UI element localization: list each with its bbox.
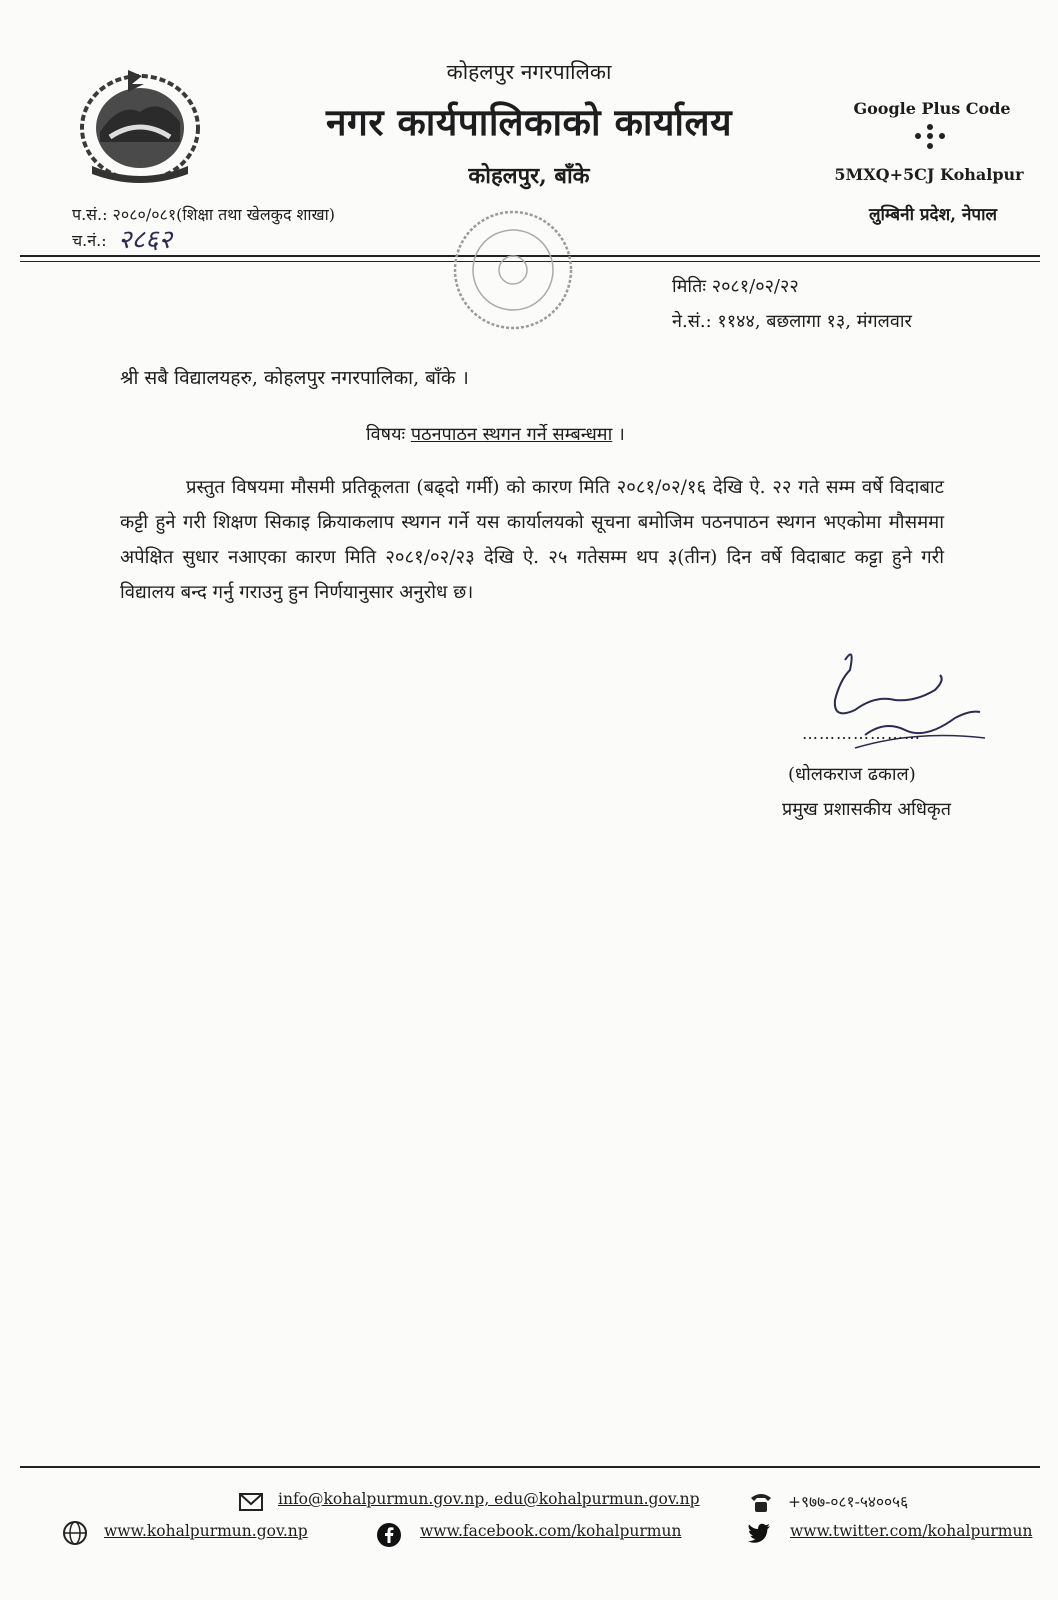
recipient: श्री सबै विद्यालयहरु, कोहलपुर नगरपालिका, बाँके ।	[120, 367, 469, 389]
office-title: नगर कार्यपालिकाको कार्यालय	[325, 100, 733, 144]
province: लुम्बिनी प्रदेश, नेपाल	[868, 205, 998, 225]
subject-line	[366, 422, 625, 446]
footer-rule	[20, 1466, 1040, 1468]
signature-line: …………………	[802, 724, 921, 743]
office-stamp	[428, 200, 598, 350]
plus-code-dots-icon	[900, 124, 960, 156]
dispatch-label: च.नं.:	[72, 231, 107, 250]
subject-text: पठनपाठन स्थगन गर्ने सम्बन्धमा	[410, 424, 613, 445]
footer-email[interactable]: info@kohalpurmun.gov.np, edu@kohalpurmun.gov.np	[278, 1490, 700, 1508]
mail-icon	[238, 1489, 264, 1515]
plus-code: 5MXQ+5CJ Kohalpur	[834, 165, 1024, 184]
dispatch-number: २८६२	[118, 225, 173, 255]
office-location: कोहलपुर, बाँके	[468, 163, 590, 189]
facebook-icon	[376, 1522, 402, 1548]
handwritten-signature	[795, 640, 995, 770]
letter-body: प्रस्तुत विषयमा मौसमी प्रतिकूलता (बढ्दो गर्मी) को कारण मिति २०८१/०२/१६ देखि ऐ. २२ गते सम्म वर्षे विदाबाट कट्टी हुने गरी शिक्षण सिकाइ क्रियाकलाप स्थगन गर्ने यस कार्यालयको सूचना बमोजिम पठनपाठन स्थगन भएकोमा मौसममा अपेक्षित सुधार नआएका कारण मिति २०८१/०२/२३ देखि ऐ. २५ गतेसम्म थप ३(तीन) दिन वर्षे विदाबाट कट्टा हुने गरी विद्यालय बन्द गर्नु गराउनु हुन निर्णयानुसार अनुरोध छ।	[120, 477, 944, 603]
footer-twitter[interactable]: www.twitter.com/kohalpurmun	[790, 1522, 1033, 1540]
twitter-icon	[746, 1520, 772, 1546]
footer-website[interactable]: www.kohalpurmun.gov.np	[104, 1522, 308, 1540]
footer-facebook[interactable]: www.facebook.com/kohalpurmun	[420, 1522, 682, 1540]
subject-label: विषयः	[366, 424, 406, 445]
globe-icon	[62, 1520, 88, 1546]
phone-icon	[748, 1490, 774, 1516]
nepal-samvat-date: ने.सं.: ११४४, बछलागा १३, मंगलवार	[672, 311, 912, 332]
footer-phone[interactable]: +९७७-०८१-५४००५६	[788, 1493, 909, 1511]
letter-date: मितिः २०८१/०२/२२	[672, 276, 799, 297]
reference-number: प.सं.: २०८०/०८१(शिक्षा तथा खेलकुद शाखा)	[72, 205, 336, 224]
plus-code-title: Google Plus Code	[853, 99, 1011, 118]
subject-end: ।	[617, 424, 625, 445]
signatory-title: प्रमुख प्रशासकीय अधिकृत	[782, 799, 951, 820]
signatory-name: (धोलकराज ढकाल)	[788, 764, 916, 785]
municipality-name: कोहलपुर नगरपालिका	[446, 60, 612, 84]
